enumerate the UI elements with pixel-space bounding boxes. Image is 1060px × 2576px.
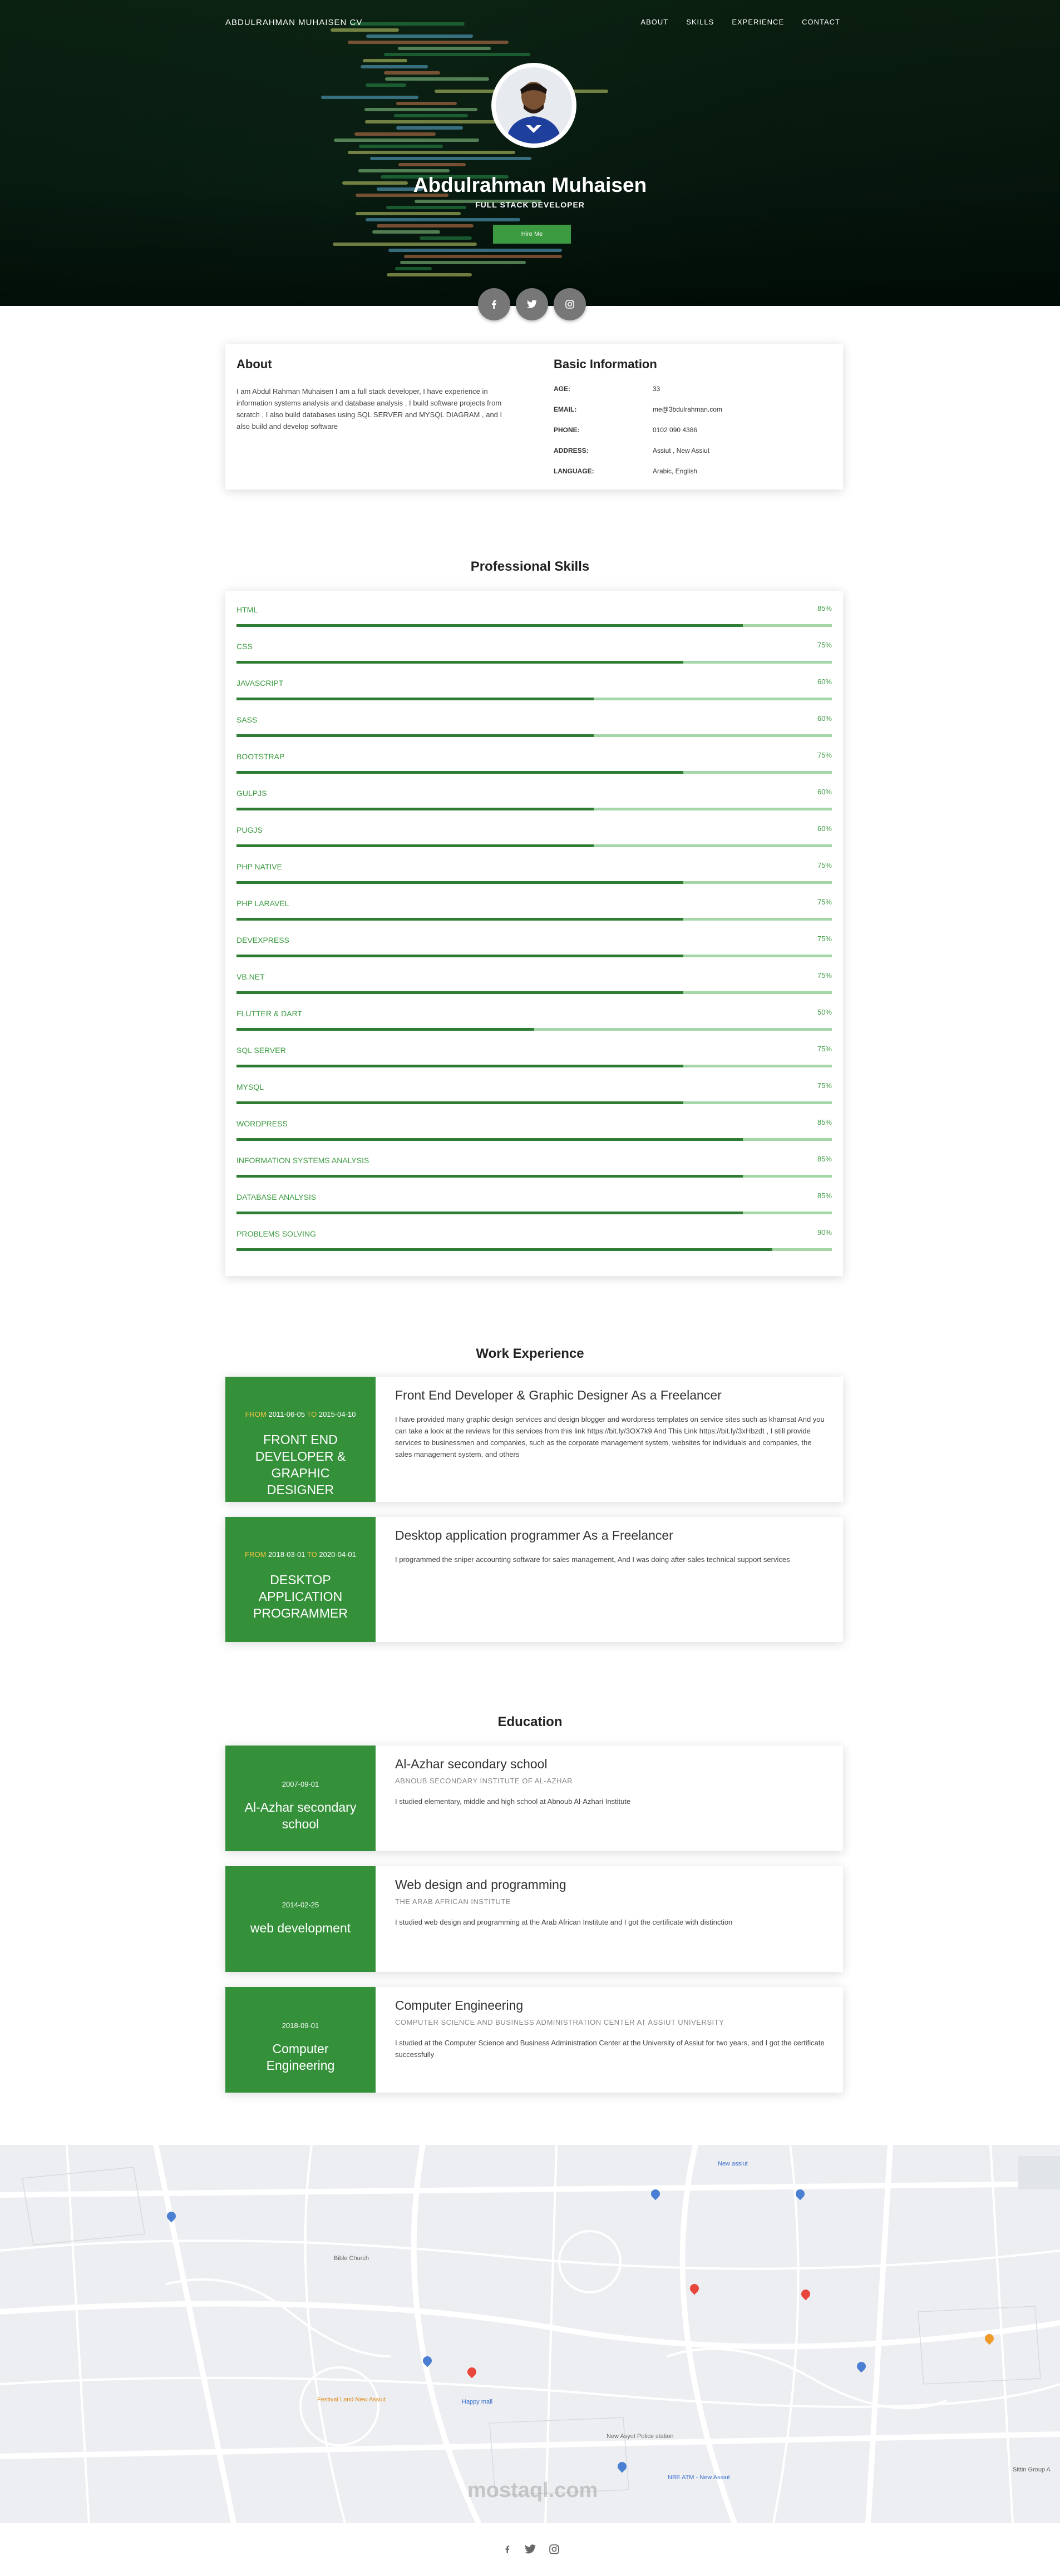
skill-progress-fill <box>236 1028 534 1031</box>
skill-name: PHP LARAVEL <box>236 899 289 908</box>
education-title: Education <box>497 1714 563 1729</box>
code-line <box>395 267 432 270</box>
education-title: Computer Engineering <box>395 1998 524 2013</box>
experience-date-range <box>225 1410 376 1418</box>
skill-percent: 85% <box>817 1191 832 1200</box>
skill-progress-fill <box>236 1212 743 1214</box>
experience-title: Front End Developer & Graphic Designer As a Freelancer <box>395 1388 722 1402</box>
skill-item <box>236 1042 832 1070</box>
education-badge-title: Al-Azhar secondary school <box>244 1800 357 1831</box>
experience-title: Work Experience <box>476 1346 584 1361</box>
skill-percent: 75% <box>817 641 832 649</box>
skill-percent: 60% <box>817 678 832 686</box>
code-line <box>396 102 457 105</box>
skill-progress-track <box>236 844 832 847</box>
education-institution: THE ARAB AFRICAN INSTITUTE <box>395 1897 511 1906</box>
info-label: LANGUAGE: <box>554 467 594 475</box>
facebook-icon[interactable] <box>478 288 510 320</box>
skill-progress-fill <box>236 1065 683 1067</box>
code-line <box>334 139 479 142</box>
skill-name: VB.NET <box>236 972 265 981</box>
education-badge-title: web development <box>250 1921 351 1935</box>
skill-item <box>236 785 832 813</box>
skill-progress-fill <box>236 991 683 994</box>
education-title: Al-Azhar secondary school <box>395 1757 548 1771</box>
education-description: I studied elementary, middle and high school at Abnoub Al-Azhari Institute <box>395 1797 631 1806</box>
skill-progress-track <box>236 1101 832 1104</box>
code-line <box>394 114 468 117</box>
education-details <box>395 1987 829 2093</box>
info-row <box>554 447 832 458</box>
code-line <box>366 83 406 87</box>
skill-name: PUGJS <box>236 825 263 834</box>
info-row <box>554 467 832 478</box>
date-to-label: TO <box>307 1550 317 1559</box>
skill-progress-track <box>236 881 832 884</box>
skill-name: SQL SERVER <box>236 1046 286 1055</box>
nav-link-contact[interactable]: CONTACT <box>802 18 840 26</box>
skill-percent: 90% <box>817 1228 832 1237</box>
skill-percent: 75% <box>817 935 832 943</box>
site-brand[interactable]: ABDULRAHMAN MUHAISEN CV <box>225 18 363 27</box>
skill-item <box>236 1226 832 1254</box>
skill-progress-track <box>236 698 832 700</box>
code-line <box>366 34 473 38</box>
skill-item <box>236 969 832 997</box>
skill-name: DATABASE ANALYSIS <box>236 1193 317 1202</box>
date-to: 2015-04-10 <box>318 1410 356 1418</box>
education-date: 2018-09-01 <box>282 2021 319 2030</box>
skill-progress-track <box>236 1248 832 1251</box>
hero-social-links <box>478 288 586 320</box>
skill-percent: 85% <box>817 1155 832 1163</box>
code-line <box>366 218 520 221</box>
skill-percent: 50% <box>817 1008 832 1016</box>
education-badge-title: Computer Engineering <box>266 2041 335 2073</box>
footer-social-links <box>504 2544 559 2557</box>
date-to: 2020-04-01 <box>319 1550 356 1559</box>
hero-name: Abdulrahman Muhaisen <box>413 174 647 196</box>
skill-percent: 75% <box>817 1081 832 1090</box>
skill-progress-track <box>236 1065 832 1067</box>
skill-percent: 75% <box>817 898 832 906</box>
skill-progress-fill <box>236 624 743 627</box>
code-line <box>358 169 450 172</box>
skill-progress-fill <box>236 698 594 700</box>
nav-link-about[interactable]: ABOUT <box>640 18 669 26</box>
top-nav <box>225 17 840 28</box>
education-badge <box>225 1987 376 2093</box>
skill-progress-fill <box>236 771 683 774</box>
date-from-label: FROM <box>245 1410 267 1418</box>
date-from-label: FROM <box>245 1550 267 1559</box>
info-value: 0102 090 4386 <box>653 426 698 434</box>
experience-badge <box>225 1517 376 1642</box>
education-description: I studied web design and programming at the Arab African Institute and I got the certificate with distinction <box>395 1918 733 1926</box>
skill-percent: 85% <box>817 604 832 612</box>
code-line <box>331 28 399 32</box>
code-line <box>385 77 489 81</box>
info-value: me@3bdulrahman.com <box>653 406 722 413</box>
experience-badge-title: FRONT END DEVELOPER & GRAPHIC DESIGNER <box>255 1432 346 1497</box>
skill-name: JAVASCRIPT <box>236 679 284 688</box>
education-description: I studied at the Computer Science and Business Administration Center at the University of Assiut for two years, and I got the certificate successfully <box>395 2039 825 2059</box>
experience-card <box>225 1377 843 1502</box>
code-line <box>359 145 443 148</box>
experience-badge <box>225 1377 376 1502</box>
skill-item <box>236 639 832 666</box>
code-line <box>388 249 562 252</box>
skill-name: GULPJS <box>236 789 267 798</box>
skill-item <box>236 1006 832 1034</box>
education-details <box>395 1746 829 1851</box>
person-photo-icon <box>496 67 572 144</box>
education-details <box>395 1866 829 1972</box>
skill-progress-track <box>236 1028 832 1031</box>
experience-badge-title: DESKTOP APPLICATION PROGRAMMER <box>253 1573 348 1620</box>
code-line <box>348 41 509 44</box>
map-label: New assiut <box>718 2160 748 2167</box>
skill-progress-track <box>236 624 832 627</box>
hire-me-button[interactable]: Hire Me <box>493 225 571 244</box>
map-label: Happy mall <box>462 2399 493 2405</box>
skill-progress-track <box>236 1212 832 1214</box>
skill-percent: 85% <box>817 1118 832 1126</box>
skill-progress-track <box>236 771 832 774</box>
date-from: 2011-06-05 <box>268 1410 305 1418</box>
skill-progress-track <box>236 955 832 957</box>
skill-item <box>236 749 832 777</box>
skill-name: PHP NATIVE <box>236 862 282 871</box>
education-badge <box>225 1866 376 1972</box>
info-label: EMAIL: <box>554 406 577 413</box>
facebook-icon[interactable] <box>504 2544 511 2557</box>
date-from: 2018-03-01 <box>268 1550 305 1559</box>
code-line <box>333 243 477 246</box>
skill-item <box>236 675 832 703</box>
skill-percent: 75% <box>817 861 832 869</box>
code-line <box>363 59 407 62</box>
info-row <box>554 426 832 437</box>
code-line <box>400 261 526 264</box>
skill-name: HTML <box>236 605 258 614</box>
info-row <box>554 406 832 417</box>
education-card <box>225 1866 843 1972</box>
skill-item <box>236 932 832 960</box>
skill-name: PROBLEMS SOLVING <box>236 1229 316 1238</box>
skill-progress-fill <box>236 955 683 957</box>
skill-name: INFORMATION SYSTEMS ANALYSIS <box>236 1156 369 1165</box>
about-text: I am Abdul Rahman Muhaisen I am a full stack developer, I have experience in information systems analysis and database analysis , I build software projects from scratch , I also build databases using SQL SERVER and MYSQL DIAGRAM , and I also build and develop software <box>236 387 502 431</box>
education-card <box>225 1746 843 1851</box>
skill-progress-fill <box>236 1175 743 1178</box>
code-line <box>420 236 472 240</box>
education-card <box>225 1987 843 2093</box>
skill-item <box>236 1189 832 1217</box>
skill-item <box>236 1153 832 1180</box>
instagram-icon[interactable] <box>554 288 586 320</box>
code-line <box>356 212 461 215</box>
skills-title: Professional Skills <box>470 559 590 574</box>
profile-avatar <box>491 63 576 148</box>
education-date: 2007-09-01 <box>282 1780 319 1788</box>
basic-info-title: Basic Information <box>554 357 657 371</box>
skill-item <box>236 822 832 850</box>
info-value: Assiut , New Assiut <box>653 447 710 454</box>
code-line <box>384 71 440 75</box>
map-watermark: mostaql.com <box>467 2479 598 2502</box>
nav-link-experience[interactable]: EXPERIENCE <box>732 18 785 26</box>
hero-role: FULL STACK DEVELOPER <box>475 200 585 209</box>
skill-progress-fill <box>236 1138 743 1141</box>
experience-description: I have provided many graphic design services and design blogger and wordpress templates on service sites such as khamsat And you can take a look at the reviews for this services from this link https://bit.ly/3OX7k9 And This Link https://bit.ly/3xHbzdt , I still provide services to businessmen and companies, such as the corporate management system, websites for individuals and companies, the sales management system, and others <box>395 1415 825 1458</box>
code-line <box>384 53 530 56</box>
skill-progress-track <box>236 991 832 994</box>
code-line <box>396 126 463 130</box>
experience-description: I programmed the sniper accounting software for sales management, And I was doing after-sales technical support services <box>395 1555 790 1564</box>
skill-name: FLUTTER & DART <box>236 1009 302 1018</box>
experience-date-range <box>225 1550 376 1559</box>
skill-percent: 60% <box>817 788 832 796</box>
code-line <box>377 224 474 228</box>
skill-name: BOOTSTRAP <box>236 752 285 761</box>
info-label: PHONE: <box>554 426 580 434</box>
skill-progress-fill <box>236 1248 772 1251</box>
map-roads <box>0 2145 1060 2523</box>
code-line <box>370 157 531 160</box>
skill-progress-track <box>236 734 832 737</box>
nav-menu <box>640 18 840 26</box>
skill-progress-track <box>236 918 832 921</box>
info-value: 33 <box>653 385 660 393</box>
twitter-icon[interactable] <box>525 2544 536 2557</box>
experience-title: Desktop application programmer As a Freelancer <box>395 1528 673 1542</box>
skill-item <box>236 1116 832 1144</box>
skill-item <box>236 712 832 740</box>
skill-progress-fill <box>236 918 683 921</box>
code-line <box>372 230 440 234</box>
experience-details <box>395 1517 829 1642</box>
skills-card <box>225 591 843 1276</box>
education-institution: COMPUTER SCIENCE AND BUSINESS ADMINISTRATION CENTER AT ASSIUT UNIVERSITY <box>395 2018 724 2026</box>
code-line <box>364 108 477 111</box>
skill-item <box>236 859 832 887</box>
education-title: Web design and programming <box>395 1877 566 1892</box>
location-map[interactable] <box>0 2145 1060 2523</box>
skill-name: WORDPRESS <box>236 1119 288 1128</box>
education-date: 2014-02-25 <box>282 1901 319 1909</box>
skill-progress-fill <box>236 1101 683 1104</box>
map-label: Festival Land New Assiut <box>317 2396 386 2403</box>
code-line <box>321 96 418 99</box>
education-institution: ABNOUB SECONDARY INSTITUTE OF AL-AZHAR <box>395 1777 573 1785</box>
experience-details <box>395 1377 829 1502</box>
code-line <box>361 65 428 68</box>
info-label: AGE: <box>554 385 570 393</box>
skill-progress-fill <box>236 808 594 810</box>
skill-name: DEVEXPRESS <box>236 936 289 945</box>
education-badge <box>225 1746 376 1851</box>
map-label: New Asyut Police station <box>607 2433 674 2440</box>
skill-percent: 75% <box>817 751 832 759</box>
skill-progress-fill <box>236 881 683 884</box>
code-line <box>348 151 515 154</box>
skill-item <box>236 896 832 923</box>
info-value: Arabic, English <box>653 467 698 475</box>
info-row <box>554 385 832 396</box>
date-to-label: TO <box>307 1410 317 1418</box>
about-card <box>225 344 843 490</box>
map-label: Bible Church <box>334 2255 369 2262</box>
skill-progress-track <box>236 808 832 810</box>
code-line <box>404 255 562 258</box>
twitter-icon[interactable] <box>516 288 548 320</box>
skill-percent: 60% <box>817 824 832 833</box>
skill-name: CSS <box>236 642 253 651</box>
experience-card <box>225 1517 843 1642</box>
skill-progress-track <box>236 661 832 664</box>
code-line <box>387 273 472 276</box>
skill-progress-track <box>236 1138 832 1141</box>
code-line <box>398 163 466 166</box>
skill-progress-fill <box>236 844 594 847</box>
footer <box>0 2523 1060 2576</box>
skill-name: MYSQL <box>236 1082 264 1091</box>
skill-percent: 60% <box>817 714 832 723</box>
info-label: ADDRESS: <box>554 447 589 454</box>
hero-section <box>0 0 1060 306</box>
skill-percent: 75% <box>817 971 832 980</box>
about-title: About <box>236 357 272 371</box>
nav-link-skills[interactable]: SKILLS <box>686 18 714 26</box>
code-line <box>398 47 491 50</box>
code-line <box>354 132 436 136</box>
skill-name: SASS <box>236 715 258 724</box>
skill-percent: 75% <box>817 1045 832 1053</box>
map-label: NBE ATM - New Assiut <box>668 2474 730 2481</box>
skill-progress-fill <box>236 734 594 737</box>
skill-progress-track <box>236 1175 832 1178</box>
skill-item <box>236 1079 832 1107</box>
map-label: Sittin Group A <box>1013 2466 1051 2473</box>
skill-item <box>236 602 832 630</box>
instagram-icon[interactable] <box>549 2544 559 2557</box>
skill-progress-fill <box>236 661 683 664</box>
